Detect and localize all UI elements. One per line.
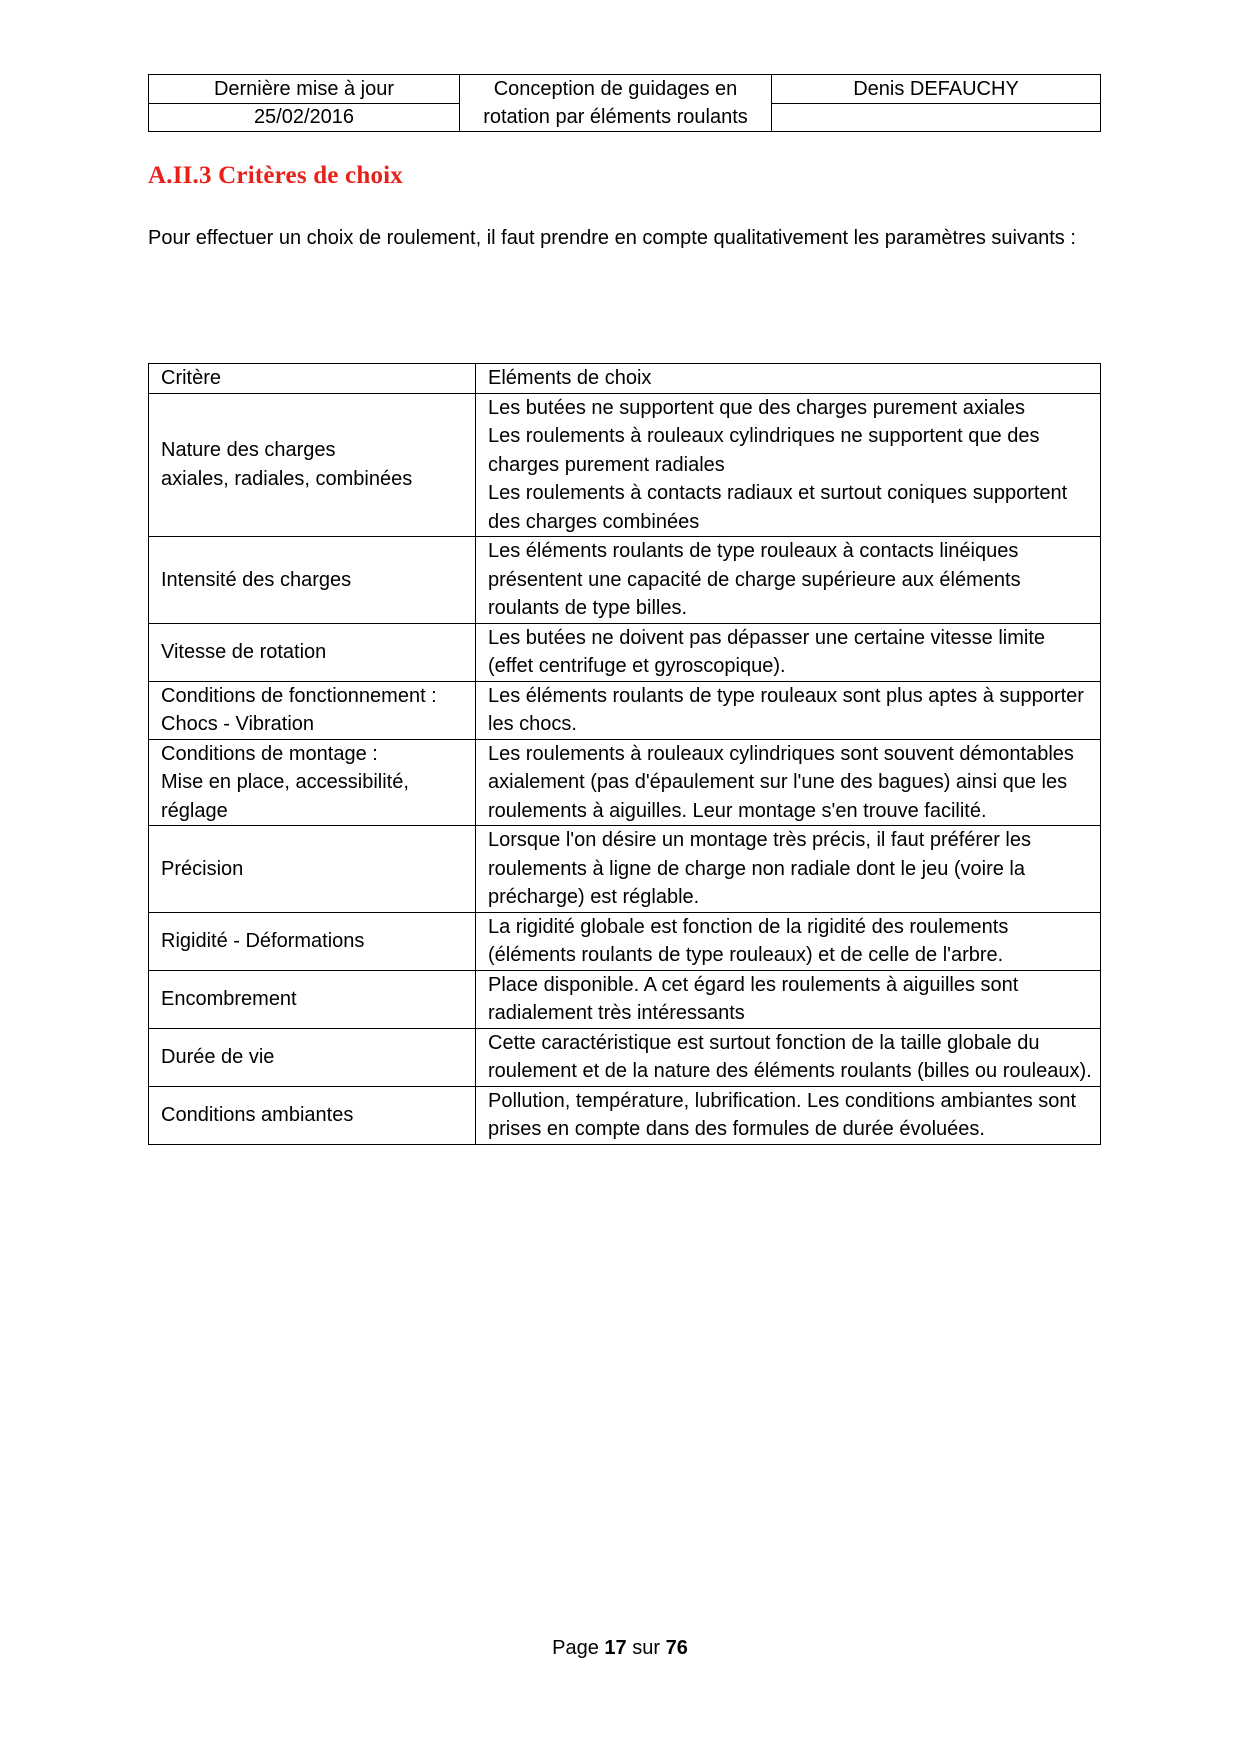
element-text: Les butées ne doivent pas dépasser une certaine vitesse limite (effet centrifuge et gyroscopique). — [488, 626, 1046, 677]
criterion-cell — [149, 826, 476, 913]
table-row — [149, 912, 1101, 970]
element-text: Cette caractéristique est surtout fonction de la taille globale du roulement et de la nature des éléments roulants (billes ou rouleaux). — [488, 1031, 1092, 1082]
criterion-cell — [149, 1086, 476, 1144]
author-name: Denis DEFAUCHY — [772, 75, 1101, 104]
element-text: Les roulements à contacts radiaux et surtout coniques supportent des charges combinées — [488, 482, 1068, 533]
table-row — [149, 826, 1101, 913]
criteria-table-body — [149, 393, 1101, 1144]
elements-cell — [476, 826, 1101, 913]
criterion-cell — [149, 912, 476, 970]
table-row — [149, 537, 1101, 624]
criterion-text: Conditions de fonctionnement : — [161, 684, 437, 707]
criterion-cell — [149, 623, 476, 681]
elements-cell — [476, 739, 1101, 826]
criterion-cell — [149, 681, 476, 739]
elements-cell — [476, 681, 1101, 739]
page-footer — [0, 1637, 1240, 1660]
table-row — [149, 1086, 1101, 1144]
criterion-text: Conditions ambiantes — [161, 1103, 354, 1126]
criterion-text: Vitesse de rotation — [161, 640, 327, 663]
criterion-cell — [149, 537, 476, 624]
elements-cell — [476, 1028, 1101, 1086]
table-row — [149, 681, 1101, 739]
intro-paragraph: Pour effectuer un choix de roulement, il faut prendre en compte qualitativement les paramètres suivants : — [148, 227, 1076, 249]
criterion-cell — [149, 1028, 476, 1086]
table-row — [149, 970, 1101, 1028]
section-title: A.II.3 Critères de choix — [148, 162, 403, 189]
table-row — [149, 393, 1101, 537]
element-text: Les éléments roulants de type rouleaux à contacts linéiques présentent une capacité de charge supérieure aux éléments roulants de type billes. — [488, 540, 1021, 619]
elements-cell — [476, 537, 1101, 624]
criterion-text: Durée de vie — [161, 1045, 275, 1068]
criterion-text: Encombrement — [161, 987, 297, 1010]
table-row — [149, 623, 1101, 681]
criterion-text: Nature des charges — [161, 439, 336, 462]
criterion-text: Rigidité - Déformations — [161, 929, 365, 952]
column-header-criterion: Critère — [149, 364, 476, 394]
criterion-text: Conditions de montage : — [161, 742, 378, 765]
element-text: Pollution, température, lubrification. Les conditions ambiantes sont prises en compte dans des formules de durée évoluées. — [488, 1089, 1077, 1140]
document-header — [148, 74, 1101, 132]
criterion-text: Intensité des charges — [161, 568, 352, 591]
footer-page-word: Page — [552, 1637, 599, 1659]
footer-current-page: 17 — [604, 1637, 627, 1659]
elements-cell — [476, 912, 1101, 970]
criterion-text: Précision — [161, 857, 244, 880]
element-text: Les roulements à rouleaux cylindriques ne supportent que des charges purement radiales — [488, 425, 1040, 476]
elements-cell — [476, 970, 1101, 1028]
criterion-text: Mise en place, accessibilité, réglage — [161, 771, 409, 822]
table-row — [149, 739, 1101, 826]
criteria-table — [148, 363, 1101, 1145]
course-title: Conception de guidages en rotation par éléments roulants — [460, 75, 772, 132]
element-text: Lorsque l'on désire un montage très précis, il faut préférer les roulements à ligne de charge non radiale dont le jeu (voire la précharge) est réglable. — [488, 829, 1031, 908]
criterion-cell — [149, 393, 476, 537]
last-update-date: 25/02/2016 — [149, 103, 460, 132]
criterion-text: axiales, radiales, combinées — [161, 467, 413, 490]
footer-total-pages: 76 — [665, 1637, 688, 1659]
elements-cell — [476, 393, 1101, 537]
header-empty-cell — [772, 103, 1101, 132]
elements-cell — [476, 1086, 1101, 1144]
column-header-elements: Eléments de choix — [476, 364, 1101, 394]
elements-cell — [476, 623, 1101, 681]
criterion-cell — [149, 970, 476, 1028]
element-text: Place disponible. A cet égard les roulements à aiguilles sont radialement très intéressants — [488, 973, 1019, 1024]
criteria-table-header-row — [149, 364, 1101, 394]
element-text: Les butées ne supportent que des charges purement axiales — [488, 396, 1026, 419]
criterion-cell — [149, 739, 476, 826]
footer-of-word: sur — [632, 1637, 661, 1659]
criterion-text: Chocs - Vibration — [161, 713, 315, 735]
last-update-label: Dernière mise à jour — [149, 75, 460, 104]
table-row — [149, 1028, 1101, 1086]
element-text: Les éléments roulants de type rouleaux sont plus aptes à supporter les chocs. — [488, 684, 1084, 735]
element-text: La rigidité globale est fonction de la rigidité des roulements (éléments roulants de type rouleaux) et de celle de l'arbre. — [488, 915, 1009, 966]
element-text: Les roulements à rouleaux cylindriques sont souvent démontables axialement (pas d'épaulement sur l'une des bagues) ainsi que les roulements à aiguilles. Leur montage s'en trouve facilité. — [488, 742, 1074, 822]
